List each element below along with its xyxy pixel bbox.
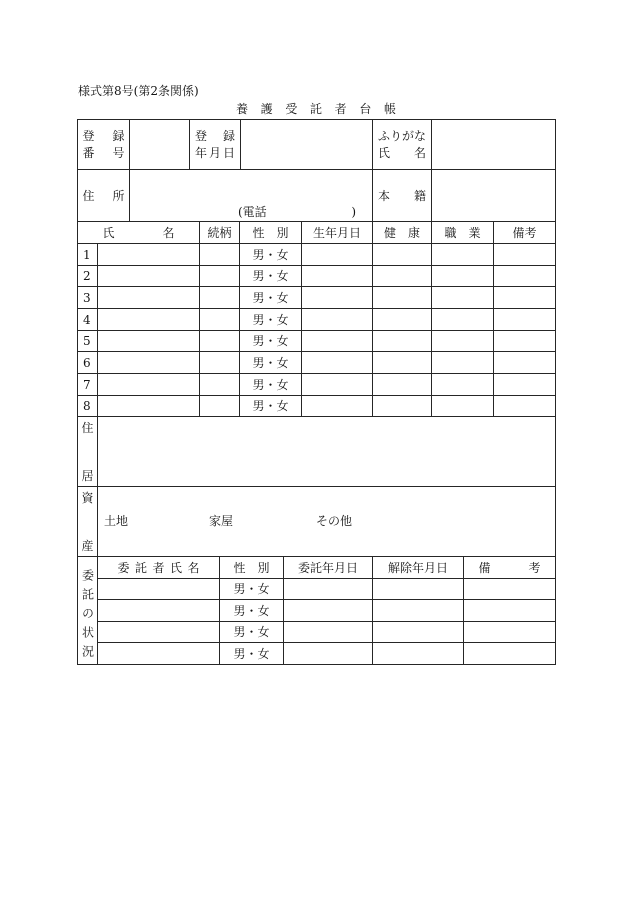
consignment-header-remarks: [464, 557, 556, 579]
household-row: [78, 352, 556, 374]
household-health-cell: [373, 331, 432, 352]
name-label-cell: [373, 120, 432, 170]
consignment-header-sex: [220, 557, 284, 579]
household-remarks-cell: [494, 396, 556, 417]
consignment-header-row: [78, 557, 556, 579]
household-occupation-cell: [432, 374, 494, 396]
household-row: [78, 374, 556, 396]
assets-house-label: 家屋: [209, 514, 234, 528]
residence-label-cell: [78, 417, 98, 487]
household-health-cell: [373, 374, 432, 396]
consignment-header-sex-label: 性 別: [233, 560, 270, 575]
household-health-cell: [373, 266, 432, 287]
household-row: [78, 266, 556, 287]
household-occupation-cell: [432, 287, 494, 309]
consignment-header-remarks-label: 備 考: [478, 560, 541, 575]
household-sex-cell: 男・女: [240, 266, 302, 287]
full-name-label: 氏 名: [378, 145, 426, 160]
furigana-label: ふりがな: [378, 128, 427, 143]
household-occupation-cell: [432, 396, 494, 417]
registration-number-label-cell: [78, 120, 130, 170]
consignor-sex-cell: 男・女: [220, 600, 284, 622]
consignment-remarks-cell: [464, 643, 556, 665]
form-title: 養 護 受 託 者 台 帳: [236, 102, 396, 116]
household-header-sex: [240, 222, 302, 244]
household-header-birth-date: 生年月日: [302, 222, 373, 244]
consignment-row: [78, 643, 556, 665]
household-birth-date-cell: [302, 244, 373, 266]
household-relation-cell: [200, 396, 240, 417]
consignment-row: [78, 600, 556, 622]
assets-label-bottom: 産: [81, 539, 94, 553]
household-sex-cell: 男・女: [240, 287, 302, 309]
name-field: [432, 120, 556, 170]
household-name-cell: [98, 352, 200, 374]
household-health-cell: [373, 287, 432, 309]
household-remarks-cell: [494, 331, 556, 352]
domicile-field: [432, 170, 556, 222]
household-name-cell: [98, 331, 200, 352]
residence-field: [98, 417, 556, 487]
assets-label-cell: [78, 487, 98, 557]
household-birth-date-cell: [302, 331, 373, 352]
household-header-occupation-label: 職 業: [444, 225, 481, 240]
consignment-label: 委託の状況: [80, 569, 95, 664]
consignor-sex-cell: 男・女: [220, 622, 284, 643]
household-sex-cell: 男・女: [240, 309, 302, 331]
household-row: [78, 287, 556, 309]
residence-label-top: 住: [81, 421, 94, 435]
household-birth-date-cell: [302, 266, 373, 287]
consign-date-cell: [284, 643, 373, 665]
household-sex-cell: 男・女: [240, 374, 302, 396]
household-header-health-label: 健 康: [384, 225, 420, 240]
registration-number-label: [83, 128, 125, 162]
household-row-number: 3: [78, 287, 98, 309]
household-occupation-cell: [432, 309, 494, 331]
consignor-name-cell: [98, 600, 220, 622]
household-name-cell: [98, 287, 200, 309]
household-row: [78, 396, 556, 417]
registration-date-label-cell: [190, 120, 241, 170]
household-row-number: 4: [78, 309, 98, 331]
household-header-sex-label: 性 別: [252, 225, 289, 240]
consignor-sex-cell: 男・女: [220, 579, 284, 600]
consignor-name-cell: [98, 622, 220, 643]
address-label-cell: [78, 170, 130, 222]
consignment-row: [78, 579, 556, 600]
consignment-remarks-cell: [464, 579, 556, 600]
household-header-relation: 続柄: [200, 222, 240, 244]
consignment-header-name-label: 委 託 者 氏 名: [117, 560, 200, 575]
assets-label-top: 資: [81, 491, 94, 505]
consignment-remarks-cell: [464, 622, 556, 643]
household-sex-cell: 男・女: [240, 352, 302, 374]
release-date-cell: [373, 579, 464, 600]
household-remarks-cell: [494, 244, 556, 266]
household-remarks-cell: [494, 352, 556, 374]
household-remarks-cell: [494, 287, 556, 309]
household-name-cell: [98, 244, 200, 266]
household-header-row: [78, 222, 556, 244]
household-health-cell: [373, 352, 432, 374]
release-date-cell: [373, 600, 464, 622]
phone-close-paren: ): [351, 205, 356, 219]
household-row-number: 5: [78, 331, 98, 352]
form-number: 様式第8号(第2条関係): [78, 84, 199, 98]
consignment-header-consign-date: 委託年月日: [284, 557, 373, 579]
address-label: 住 所: [82, 188, 125, 203]
consign-date-cell: [284, 579, 373, 600]
registration-date-field: [241, 120, 373, 170]
household-remarks-cell: [494, 309, 556, 331]
household-health-cell: [373, 309, 432, 331]
household-relation-cell: [200, 266, 240, 287]
consignment-header-release-date: 解除年月日: [373, 557, 464, 579]
phone-label: (電話: [238, 205, 267, 219]
consignment-row: [78, 622, 556, 643]
household-row-number: 6: [78, 352, 98, 374]
household-occupation-cell: [432, 266, 494, 287]
household-sex-cell: 男・女: [240, 331, 302, 352]
household-birth-date-cell: [302, 309, 373, 331]
household-relation-cell: [200, 244, 240, 266]
household-header-name: [78, 222, 200, 244]
household-row-number: 8: [78, 396, 98, 417]
household-occupation-cell: [432, 352, 494, 374]
household-row: [78, 309, 556, 331]
assets-land-label: 土地: [104, 514, 129, 528]
household-row-number: 7: [78, 374, 98, 396]
consignor-name-cell: [98, 579, 220, 600]
household-header-health: [373, 222, 432, 244]
household-relation-cell: [200, 352, 240, 374]
household-row: [78, 331, 556, 352]
name-label: [378, 128, 426, 162]
registration-number-field: [130, 120, 190, 170]
registration-date-label: [195, 128, 235, 162]
household-relation-cell: [200, 287, 240, 309]
household-row: [78, 244, 556, 266]
phone-number-area: [238, 205, 356, 219]
household-remarks-cell: [494, 266, 556, 287]
consignment-remarks-cell: [464, 600, 556, 622]
registration-number-label-line-1: 登 録: [82, 128, 125, 143]
household-health-cell: [373, 396, 432, 417]
registration-number-label-line-2: 番 号: [82, 145, 125, 160]
household-birth-date-cell: [302, 287, 373, 309]
address-field: [130, 170, 373, 222]
household-relation-cell: [200, 309, 240, 331]
household-row-number: 2: [78, 266, 98, 287]
household-remarks-cell: [494, 374, 556, 396]
consign-date-cell: [284, 600, 373, 622]
household-sex-cell: 男・女: [240, 396, 302, 417]
assets-field: [98, 487, 556, 557]
household-name-cell: [98, 396, 200, 417]
household-name-cell: [98, 309, 200, 331]
release-date-cell: [373, 622, 464, 643]
assets-other-label: その他: [316, 514, 353, 528]
household-name-cell: [98, 266, 200, 287]
household-header-occupation: [432, 222, 494, 244]
household-health-cell: [373, 244, 432, 266]
household-name-cell: [98, 374, 200, 396]
household-row-number: 1: [78, 244, 98, 266]
household-sex-cell: 男・女: [240, 244, 302, 266]
consignor-name-cell: [98, 643, 220, 665]
consignor-sex-cell: 男・女: [220, 643, 284, 665]
registration-date-label-line-2: 年月日: [195, 145, 235, 160]
consign-date-cell: [284, 622, 373, 643]
household-birth-date-cell: [302, 374, 373, 396]
household-birth-date-cell: [302, 396, 373, 417]
domicile-label: 本 籍: [378, 188, 426, 203]
registration-date-label-line-1: 登 録: [195, 128, 235, 143]
household-occupation-cell: [432, 244, 494, 266]
household-relation-cell: [200, 331, 240, 352]
residence-label-bottom: 居: [81, 469, 94, 483]
household-header-name-label: 氏 名: [102, 225, 175, 240]
domicile-label-cell: [373, 170, 432, 222]
household-birth-date-cell: [302, 352, 373, 374]
household-occupation-cell: [432, 331, 494, 352]
consignment-header-name: [98, 557, 220, 579]
household-relation-cell: [200, 374, 240, 396]
register-table: [77, 119, 556, 665]
household-header-remarks: 備考: [494, 222, 556, 244]
release-date-cell: [373, 643, 464, 665]
